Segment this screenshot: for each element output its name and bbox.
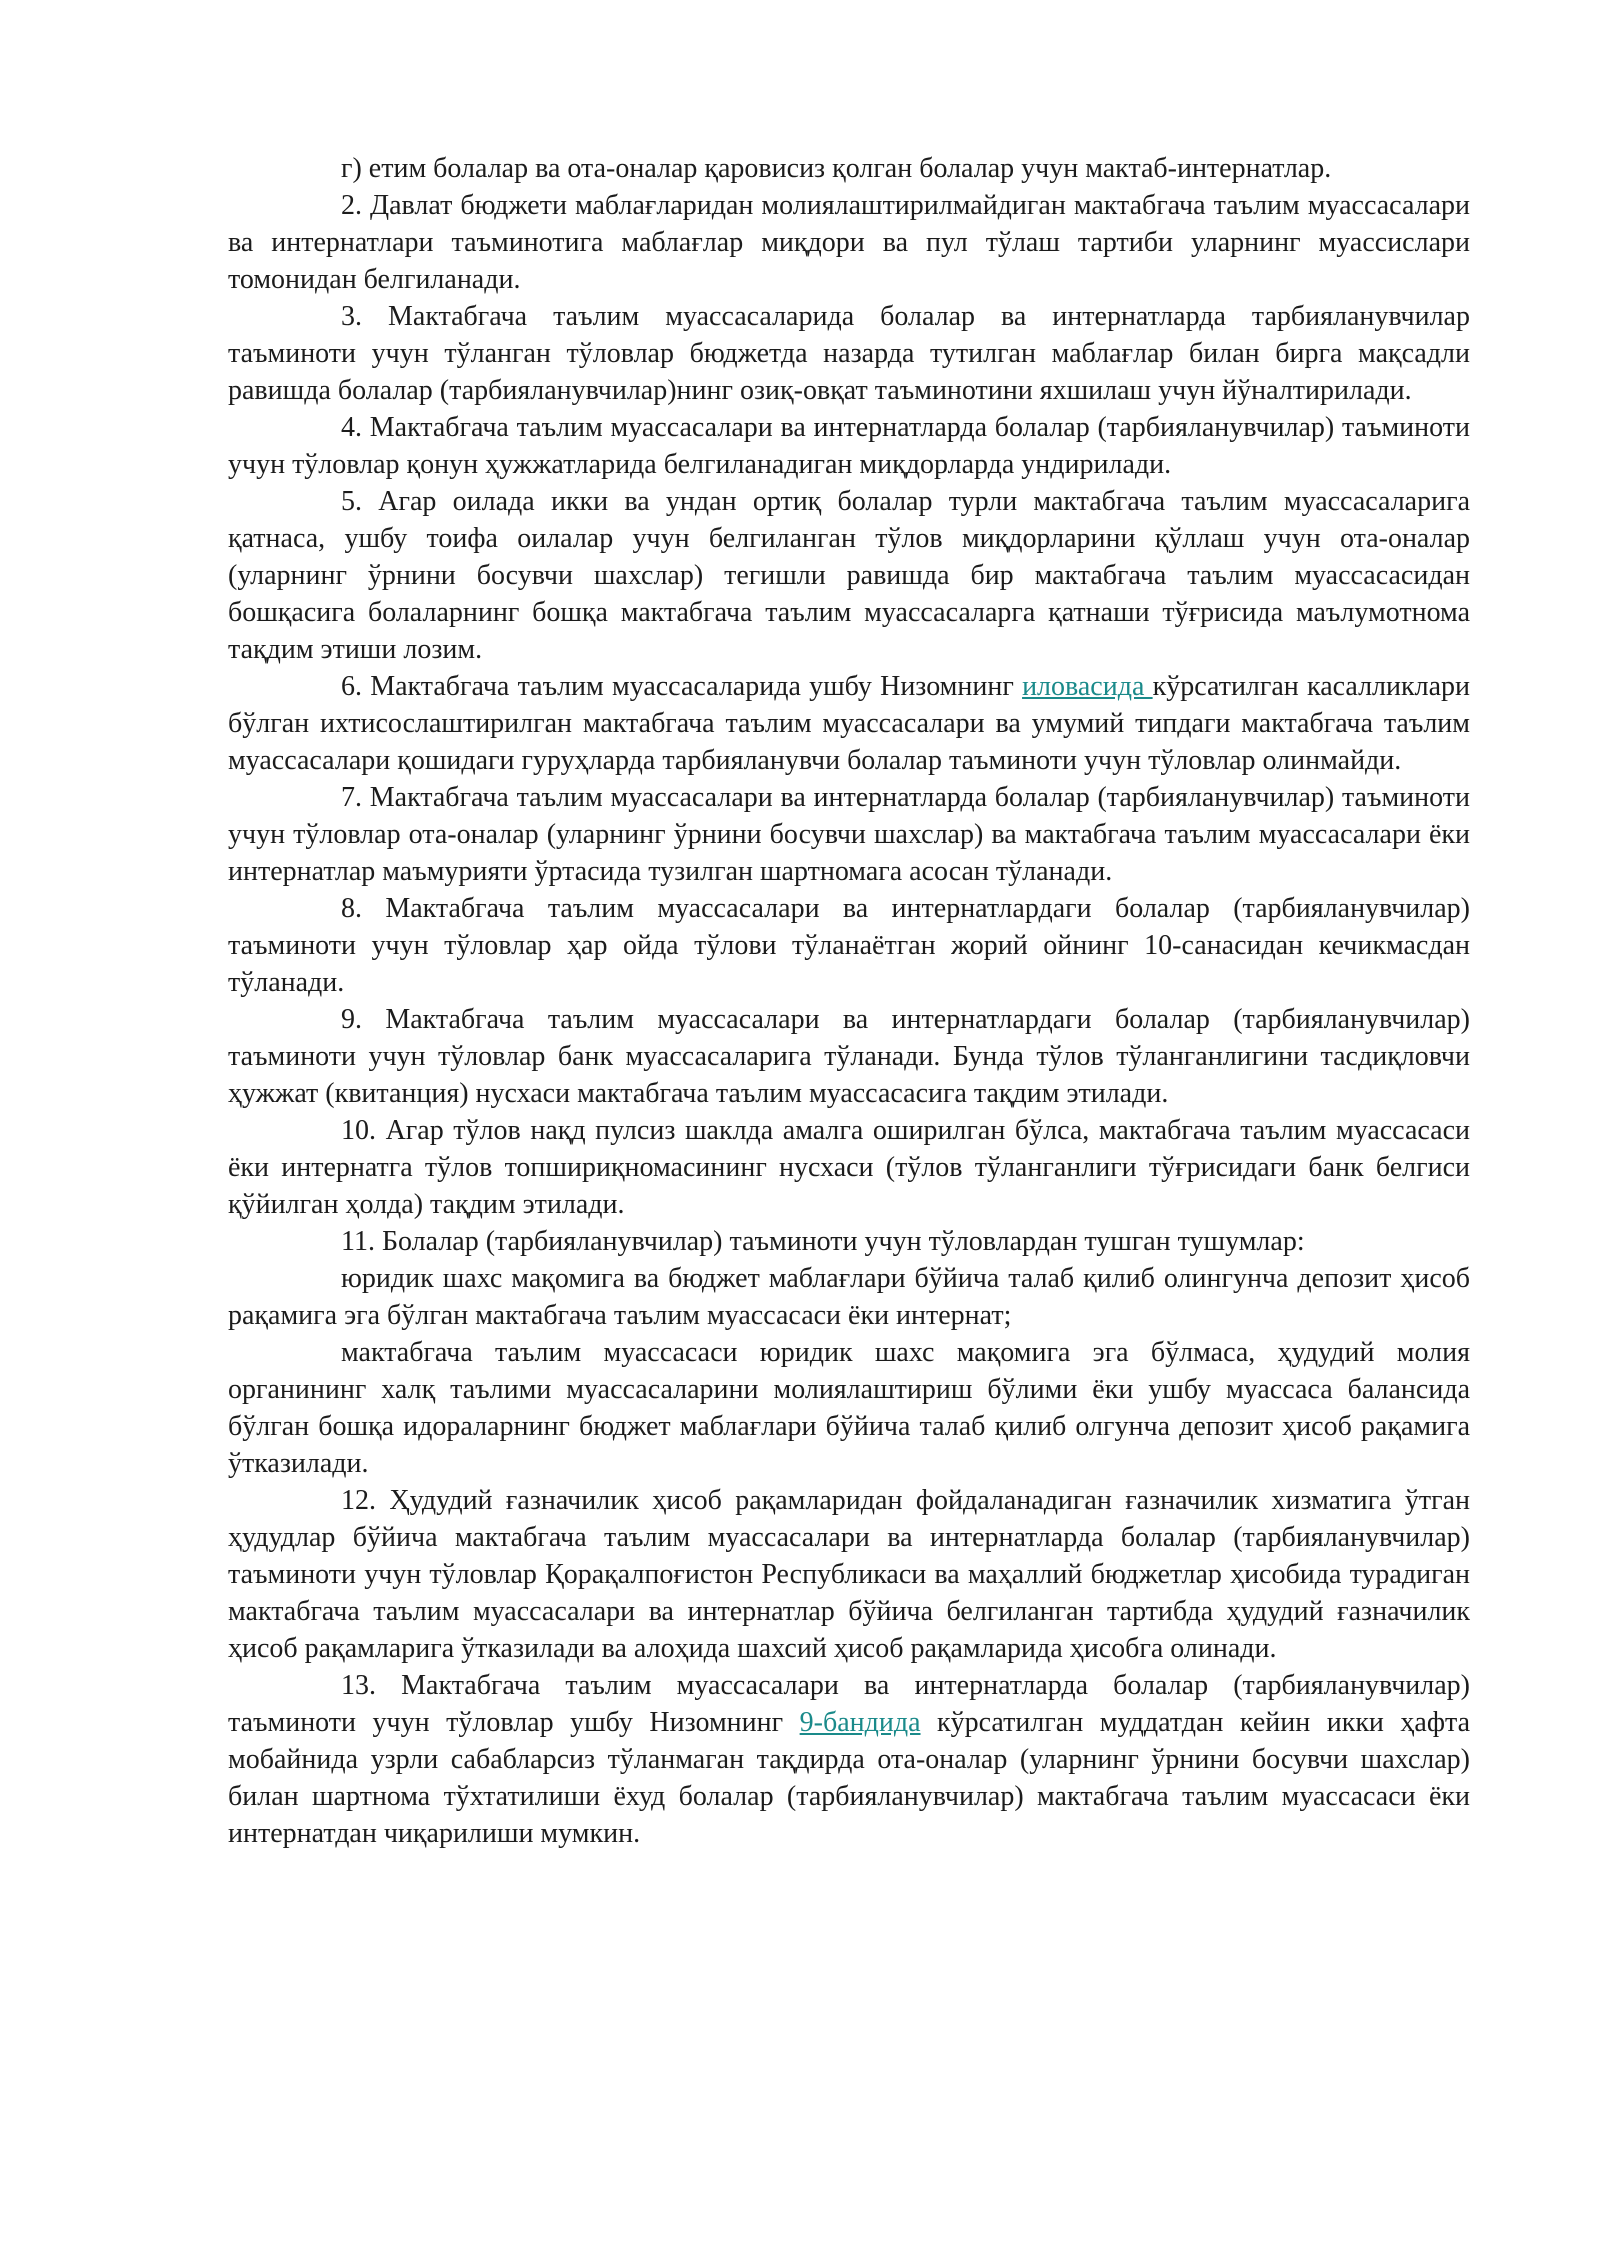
paragraph-10: 10. Агар тўлов нақд пулсиз шаклда амалга оширилган бўлса, мактабгача таълим муассасаси ёки интернатга тўлов топшириқномасининг нусхаси (тўлов тўланганлиги тўғрисидаги банк белгиси қўйилган ҳолда) тақдим этилади.: [228, 1115, 1470, 1220]
paragraph-9: 9. Мактабгача таълим муассасалари ва интернатлардаги болалар (тарбияланувчилар) таъминоти учун тўловлар банк муассасаларига тўланади. Бунда тўлов тўланганлигини тасдиқловчи ҳужжат (квитанция) нусхаси мактабгача таълим муассасасига тақдим этилади.: [228, 1004, 1470, 1109]
paragraph-3: 3. Мактабгача таълим муассасаларида болалар ва интернатларда тарбияланувчилар таъминоти учун тўланган тўловлар бюджетда назарда тутилган маблағлар билан бирга мақсадли равишда болалар (тарбияланувчилар)нинг озиқ-овқат таъминотини яхшилаш учун йўналтирилади.: [228, 301, 1470, 406]
paragraph-2: 2. Давлат бюджети маблағларидан молиялаштирилмайдиган мактабгача таълим муассасалари ва интернатлари таъминотига маблағлар миқдори ва пул тўлаш тартиби уларнинг муассислари томонидан белгиланади.: [228, 190, 1470, 295]
paragraph-5: 5. Агар оилада икки ва ундан ортиқ болалар турли мактабгача таълим муассасаларига қатнаса, ушбу тоифа оилалар учун белгиланган тўлов миқдорларини қўллаш учун ота-оналар (уларнинг ўрнини босувчи шахслар) тегишли равишда бир мактабгача таълим муассасасидан бошқасига болаларнинг бошқа мактабгача таълим муассасаларга қатнаши тўғрисида маълумотнома тақдим этиши лозим.: [228, 486, 1470, 665]
paragraph-6: [228, 668, 1470, 779]
paragraph-13-text-before: 13. Мактабгача таълим муассасалари ва интернатларда болалар (тарбияланувчилар) таъминоти учун тўловлар ушбу Низомнинг: [228, 1670, 1470, 1738]
paragraph-11-item-1: юридик шахс мақомига ва бюджет маблағлари бўйича талаб қилиб олингунча депозит ҳисоб рақамига эга бўлган мактабгача таълим муассасаси ёки интернат;: [228, 1263, 1470, 1331]
paragraph-11-item-2: мактабгача таълим муассасаси юридик шахс мақомига эга бўлмаса, ҳудудий молия органининг халқ таълими муассасаларини молиялаштириш бўлими ёки ушбу муассаса балансида бўлган бошқа идораларнинг бюджет маблағлари бўйича талаб қилиб олгунча депозит ҳисоб рақамига ўтказилади.: [228, 1337, 1470, 1479]
paragraph-6-text-before: 6. Мактабгача таълим муассасаларида ушбу Низомнинг: [341, 671, 1023, 702]
paragraph-12: 12. Ҳудудий ғазначилик ҳисоб рақамларидан фойдаланадиган ғазначилик хизматига ўтган ҳудудлар бўйича мактабгача таълим муассасалари ва интернатларда болалар (тарбияланувчилар) таъминоти учун тўловлар Қорақалпоғистон Республикаси ва маҳаллий бюджетлар ҳисобида турадиган мактабгача таълим муассасалари ва интернатлар бўйича белгиланган тартибда ҳудудий ғазначилик ҳисоб рақамларига ўтказилади ва алоҳида шахсий ҳисоб рақамларида ҳисобга олинади.: [228, 1485, 1470, 1664]
paragraph-8: 8. Мактабгача таълим муассасалари ва интернатлардаги болалар (тарбияланувчилар) таъминоти учун тўловлар ҳар ойда тўлови тўланаётган жорий ойнинг 10-санасидан кечикмасдан тўланади.: [228, 893, 1470, 998]
paragraph-13-text-after: кўрсатилган муддатдан кейин икки ҳафта мобайнида узрли сабабларсиз тўланмаган тақдирда ота-оналар (уларнинг ўрнини босувчи шахслар) билан шартнома тўхтатилиши ёхуд болалар (тарбияланувчилар) мактабгача таълим муассасаси ёки интернатдан чиқарилиши мумкин.: [228, 1707, 1470, 1849]
paragraph-g-orphan-schools: г) етим болалар ва ота-оналар қаровисиз қолган болалар учун мактаб-интернатлар.: [341, 153, 1332, 184]
appendix-link[interactable]: иловасида: [1022, 671, 1153, 702]
paragraph-6-text-after: кўрсатилган касалликлари бўлган ихтисослаштирилган мактабгача таълим муассасалари ва умумий типдаги мактабгача таълим муассасалари қошидаги гуруҳларда тарбияланувчи болалар таъминоти учун тўловлар олинмайди.: [228, 671, 1470, 776]
paragraph-11: 11. Болалар (тарбияланувчилар) таъминоти учун тўловлардан тушган тушумлар:: [341, 1226, 1305, 1257]
clause-9-link[interactable]: 9-бандида: [799, 1707, 921, 1738]
paragraph-4: 4. Мактабгача таълим муассасалари ва интернатларда болалар (тарбияланувчилар) таъминоти учун тўловлар қонун ҳужжатларида белгиланадиган миқдорларда ундирилади.: [228, 412, 1470, 480]
document-page: [228, 150, 1470, 1852]
paragraph-13: [228, 1667, 1470, 1852]
paragraph-7: 7. Мактабгача таълим муассасалари ва интернатларда болалар (тарбияланувчилар) таъминоти учун тўловлар ота-оналар (уларнинг ўрнини босувчи шахслар) ва мактабгача таълим муассасалари ёки интернатлар маъмурияти ўртасида тузилган шартномага асосан тўланади.: [228, 782, 1470, 887]
